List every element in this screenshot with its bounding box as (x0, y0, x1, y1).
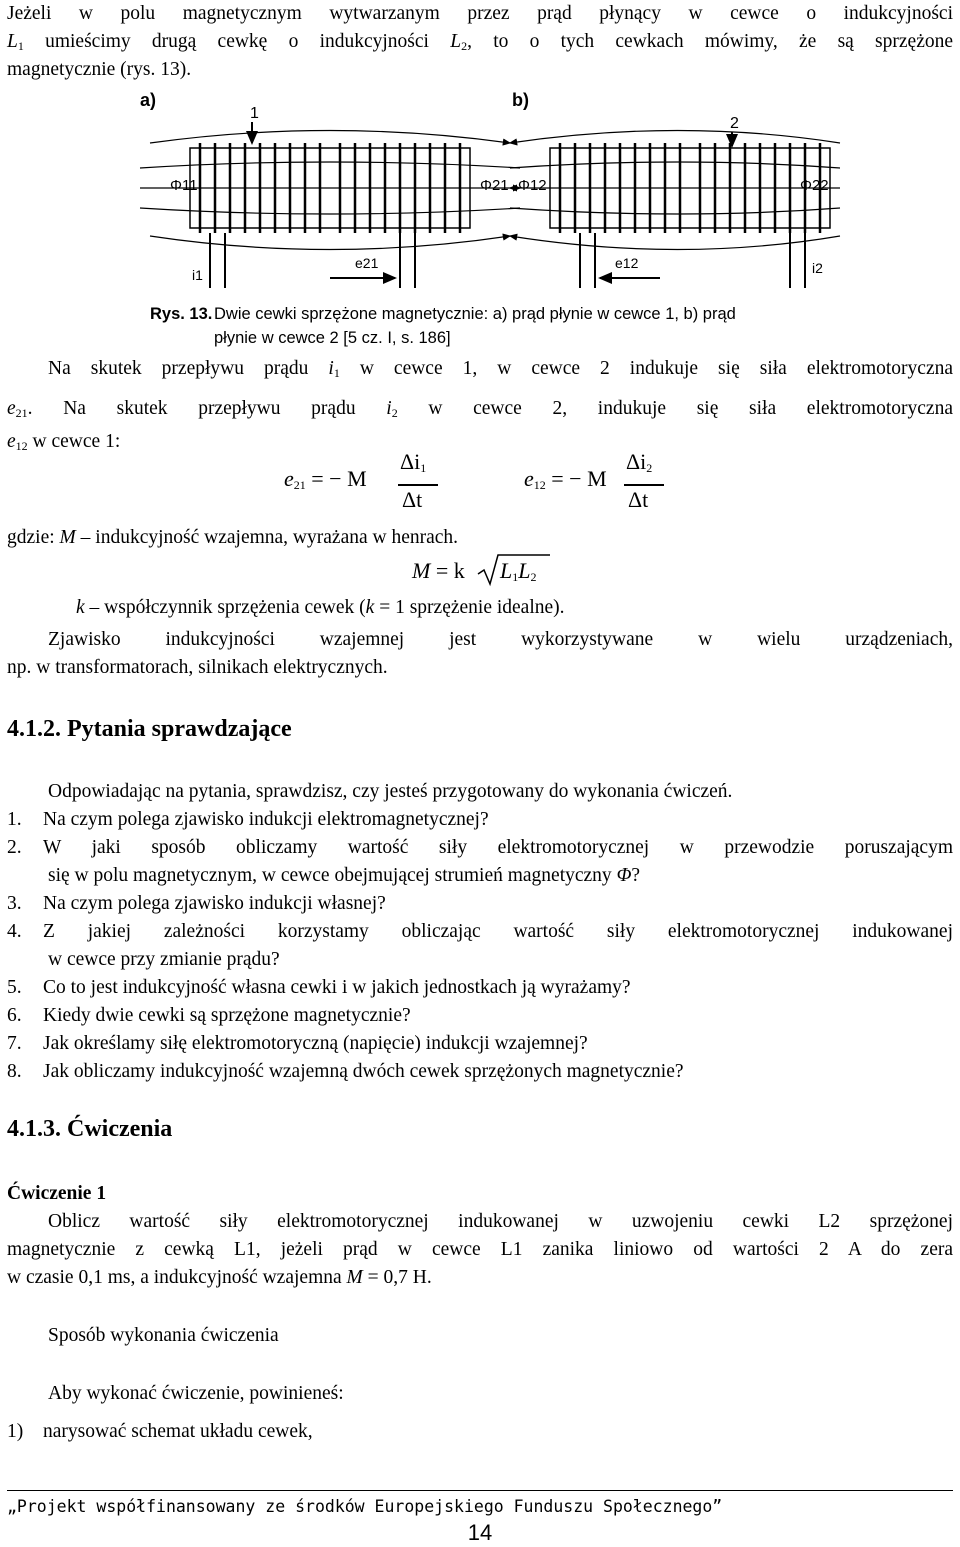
zjawisko-line-1: Zjawisko indukcyjności wzajemnej jest wykorzystywane w wielu urządzeniach, (48, 629, 953, 650)
formula-e21-bar (398, 484, 438, 486)
question-3: 3. Na czym polega zjawisko indukcji własnej? (7, 893, 386, 914)
caption-label: Rys. 13. (150, 305, 213, 323)
caption-line-1: Dwie cewki sprzężone magnetycznie: a) prąd płynie w cewce 1, b) prąd (214, 305, 736, 323)
intro-line-3: magnetycznie (rys. 13). (7, 59, 192, 80)
coil-b-number: 2 (730, 115, 739, 132)
exercise-method: Sposób wykonania ćwiczenia (48, 1325, 279, 1346)
exercise-line-3: w czasie 0,1 ms, a indukcyjność wzajemna M = 0,7 H. (7, 1267, 432, 1288)
exercise-title: Ćwiczenie 1 (7, 1183, 107, 1204)
question-6: 6. Kiedy dwie cewki są sprzężone magnetycznie? (7, 1005, 411, 1026)
formula-sqrt-content: $L_1L_2$ (500, 558, 537, 584)
caption-line-2: płynie w cewce 2 [5 cz. I, s. 186] (214, 329, 451, 347)
formula-mutual-inductance: M = k (412, 558, 465, 583)
question-2: 2. W jaki sposób obliczamy wartość siły elektromotorycznej w przewodzie poruszającym (7, 837, 953, 858)
para2-line-1: Na skutek przepływu prądu $i_1$ w cewce 1, w cewce 2 indukuje się siła elektromotoryczna (48, 358, 953, 380)
question-1: 1. Na czym polega zjawisko indukcji elektromagnetycznej? (7, 809, 489, 830)
coupled-coils-figure (130, 88, 850, 296)
formula-e12: $e_{12}$ = − M (524, 466, 607, 492)
section-title-questions: 4.1.2. Pytania sprawdzające (7, 716, 292, 742)
section-title-exercises: 4.1.3. Ćwiczenia (7, 1116, 173, 1142)
questions-intro: Odpowiadając na pytania, sprawdzisz, czy jesteś przygotowany do wykonania ćwiczeń. (48, 781, 733, 802)
footer-rule (7, 1490, 953, 1491)
footer-text: „Projekt współfinansowany ze środków Europejskiego Funduszu Społecznego” (7, 1497, 723, 1516)
i1-label: i1 (192, 267, 203, 283)
exercise-should: Aby wykonać ćwiczenie, powinieneś: (48, 1383, 344, 1404)
phi12-label: Φ12 (518, 177, 547, 194)
formula-e12-numerator: $\Delta i_2$ (626, 449, 653, 475)
e12-label: e12 (615, 255, 639, 271)
exercise-line-1: Oblicz wartość siły elektromotorycznej indukowanej w uzwojeniu cewki L2 sprzężonej (48, 1211, 953, 1232)
intro-line-2: $L_1$ umieścimy drugą cewkę o indukcyjności $L_2$, to o tych cewkach mówimy, że są sprzężone (7, 31, 953, 53)
para2-line-2: $e_{21}$. Na skutek przepływu prądu $i_2$ w cewce 2, indukuje się siła elektromotoryczna (7, 398, 953, 420)
formula-e21: $e_{21}$ = − M (284, 466, 367, 492)
question-8: 8. Jak obliczamy indukcyjność wzajemną dwóch cewek sprzężonych magnetycznie? (7, 1061, 684, 1082)
e21-label: e21 (355, 255, 379, 271)
phi21-label: Φ21 (480, 177, 509, 194)
phi22-label: Φ22 (800, 177, 829, 194)
page-number: 14 (467, 1520, 493, 1545)
question-4: 4. Z jakiej zależności korzystamy obliczając wartość siły elektromotorycznej indukowanej (7, 921, 953, 942)
question-4-cont: w cewce przy zmianie prądu? (48, 949, 280, 970)
figure-caption (150, 302, 212, 326)
intro-line-1: Jeżeli w polu magnetycznym wytwarzanym przez prąd płynący w cewce o indukcyjności (7, 3, 953, 24)
k-definition: k – współczynnik sprzężenia cewek (k = 1 sprzężenie idealne). (76, 597, 565, 618)
formula-e21-numerator: $\Delta i_1$ (400, 449, 427, 475)
gdzie-line: gdzie: M – indukcyjność wzajemna, wyrażana w henrach. (7, 527, 459, 548)
formula-e21-denominator: Δt (402, 487, 423, 512)
i2-label: i2 (812, 260, 823, 276)
label-b: b) (512, 90, 529, 110)
exercise-line-2: magnetycznie z cewką L1, jeżeli prąd w cewce L1 zanika liniowo od wartości 2 A do zera (7, 1239, 953, 1260)
phi11-label: Φ11 (170, 177, 198, 194)
panel-b (510, 90, 840, 288)
para2-line-3: $e_{12}$ w cewce 1: (7, 431, 121, 453)
formula-e12-denominator: Δt (628, 487, 649, 512)
formula-e12-bar (624, 484, 664, 486)
question-7: 7. Jak określamy siłę elektromotoryczną (napięcie) indukcji wzajemnej? (7, 1033, 588, 1054)
panel-a (140, 90, 520, 288)
zjawisko-line-2: np. w transformatorach, silnikach elektrycznych. (7, 657, 388, 678)
exercise-step-1: 1) narysować schemat układu cewek, (7, 1421, 313, 1442)
question-2-cont: się w polu magnetycznym, w cewce obejmującej strumień magnetyczny Φ? (48, 865, 641, 886)
coil-a-number: 1 (250, 105, 259, 122)
label-a: a) (140, 90, 157, 110)
question-5: 5. Co to jest indukcyjność własna cewki i w jakich jednostkach ją wyrażamy? (7, 977, 631, 998)
